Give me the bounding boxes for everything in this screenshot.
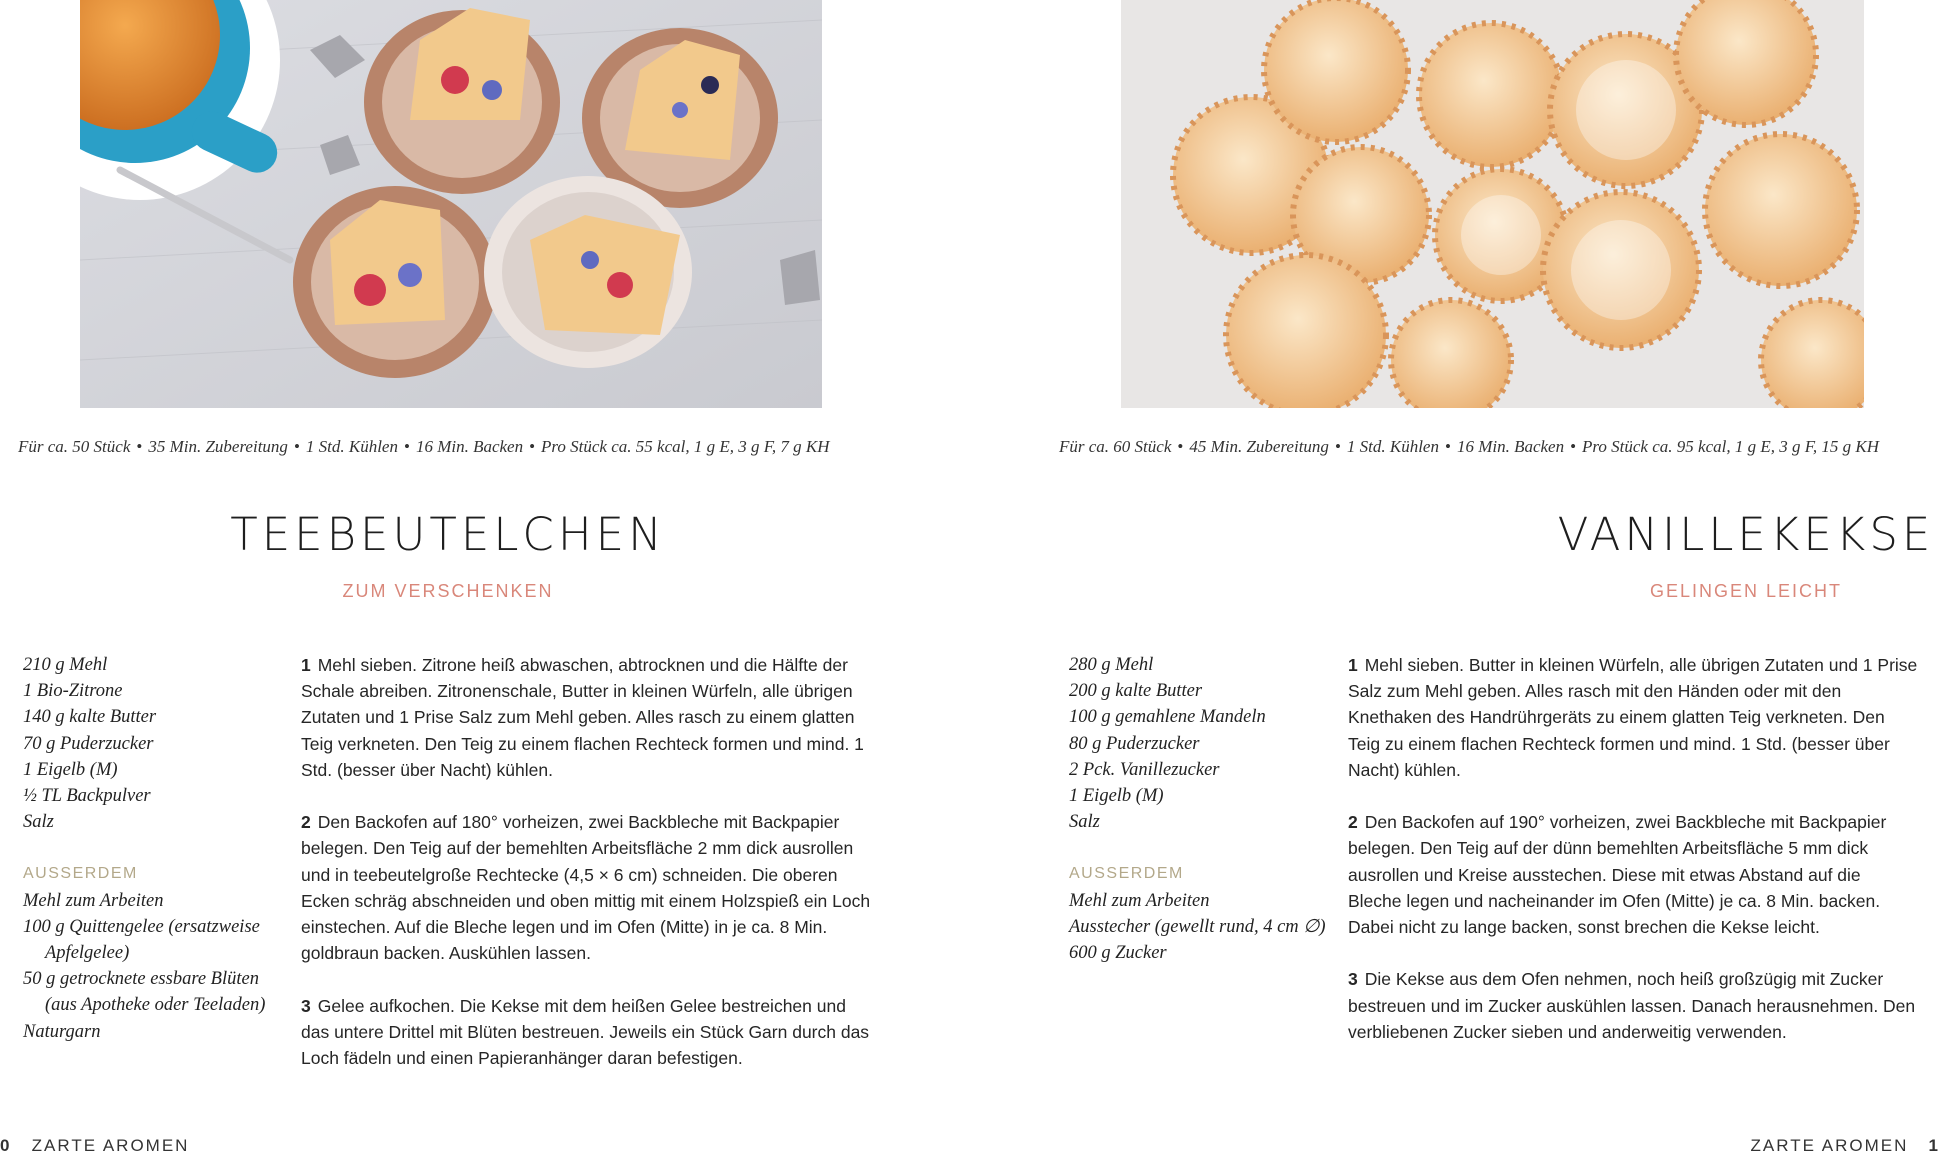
step-number: 1 — [1348, 655, 1358, 675]
meta-prep-time: 35 Min. Zubereitung — [148, 437, 288, 456]
step — [1348, 966, 1918, 1045]
page-footer — [0, 1136, 189, 1156]
step-number: 1 — [301, 655, 311, 675]
step-text: Den Backofen auf 180° vorheizen, zwei Backbleche mit Backpapier belegen. Den Teig auf der bemehlten Arbeitsfläche 2 mm dick ausrollen und in teebeutelgroße Rechtecke (4,5 × 6 cm) schneiden. Die oberen Ecken schräg abschneiden und oben mittig mit einem Holzspieß ein Loch einstechen. Auf die Bleche legen und im Ofen (Mitte) in je ca. 8 Min. goldbraun backen. Auskühlen lassen. — [301, 812, 871, 964]
method-steps — [301, 652, 871, 1097]
recipe-title: VANILLEKEKSE — [1557, 508, 1935, 561]
running-head: ZARTE AROMEN — [1750, 1136, 1909, 1155]
step — [1348, 809, 1918, 940]
recipe-meta: Für ca. 50 Stück • 35 Min. Zubereitung • 1 Std. Kühlen • 16 Min. Backen • Pro Stück ca. 55 kcal, 1 g E, 3 g F, 7 g KH — [18, 437, 830, 456]
ingredient-item: 280 g Mehl — [1069, 655, 1154, 675]
step-number: 2 — [1348, 812, 1358, 833]
meta-prep-time: 45 Min. Zubereitung — [1189, 437, 1329, 456]
ingredient-item: 1 Bio-Zitrone — [23, 681, 123, 702]
teebeutelchen-photo — [80, 0, 822, 408]
recipe-subtitle: ZUM VERSCHENKEN — [342, 581, 554, 601]
page-number: 1 — [1928, 1136, 1940, 1155]
meta-nutrition: Pro Stück ca. 95 kcal, 1 g E, 3 g F, 15 g KH — [1582, 437, 1880, 456]
recipe-subtitle: GELINGEN LEICHT — [1649, 581, 1843, 601]
right-page — [970, 0, 1940, 1176]
recipe-meta: Für ca. 60 Stück • 45 Min. Zubereitung • 1 Std. Kühlen • 16 Min. Backen • Pro Stück ca. 95 kcal, 1 g E, 3 g F, 15 g KH — [1059, 437, 1880, 456]
meta-nutrition: Pro Stück ca. 55 kcal, 1 g E, 3 g F, 7 g KH — [541, 437, 830, 456]
meta-yield: Für ca. 60 Stück — [1059, 437, 1172, 456]
step-number: 3 — [301, 995, 311, 1016]
extra-item: Mehl zum Arbeiten — [1069, 890, 1210, 911]
extras-heading: AUSSERDEM — [23, 865, 138, 883]
step — [1348, 652, 1918, 783]
ingredient-item: 1 Eigelb (M) — [23, 759, 118, 780]
step-number: 2 — [301, 812, 311, 833]
step-text: Mehl sieben. Butter in kleinen Würfeln, alle übrigen Zutaten und 1 Prise Salz zum Mehl geben. Alles rasch mit den Händen oder mit den Knethaken des Handrührgeräts zu einem glatten Teig verkneten. Den Teig zu einem flachen Rechteck formen und mind. 1 Std. (besser über Nacht) kühlen. — [1348, 655, 1918, 780]
teebeutelchen-photo-illustration — [80, 0, 822, 408]
ingredient-item: 70 g Puderzucker — [23, 733, 154, 754]
extra-item: Mehl zum Arbeiten — [23, 890, 164, 911]
ingredient-item: Salz — [23, 812, 54, 833]
method-steps — [1348, 652, 1918, 1071]
ingredient-list — [1069, 652, 1329, 966]
ingredient-item: 200 g kalte Butter — [1069, 681, 1203, 702]
ingredient-item: 140 g kalte Butter — [23, 707, 157, 728]
ingredient-item: 80 g Puderzucker — [1069, 733, 1200, 754]
vanillekekse-photo-illustration — [1121, 0, 1864, 408]
extras-heading: AUSSERDEM — [1069, 865, 1184, 883]
ingredient-item: 210 g Mehl — [23, 655, 108, 675]
ingredient-item: Salz — [1069, 812, 1100, 833]
ingredient-item: ½ TL Backpulver — [23, 786, 151, 807]
step-text: Den Backofen auf 190° vorheizen, zwei Backbleche mit Backpapier belegen. Den Teig auf der dünn bemehlten Arbeitsfläche 5 mm dick ausrollen und Kreise ausstechen. Diese mit etwas Abstand auf die Bleche legen und nacheinander im Ofen (Mitte) je ca. 8 Min. backen. Dabei nicht zu lange backen, sonst brechen die Kekse leicht. — [1348, 812, 1887, 938]
extra-item: 50 g getrocknete essbare Blüten (aus Apotheke oder Teeladen) — [23, 969, 266, 1016]
ingredient-list — [23, 652, 283, 1045]
step-number: 3 — [1348, 969, 1358, 990]
page-footer — [1751, 1136, 1940, 1156]
meta-bake-time: 16 Min. Backen — [415, 437, 524, 456]
ingredient-item: 2 Pck. Vanillezucker — [1069, 759, 1220, 780]
meta-chill-time: 1 Std. Kühlen — [1346, 437, 1439, 456]
step-text: Gelee aufkochen. Die Kekse mit dem heißen Gelee bestreichen und das untere Drittel mit Blüten bestreuen. Jeweils ein Stück Garn durch das Loch fädeln und einen Papieranhänger daran befestigen. — [301, 995, 870, 1069]
step-text: Mehl sieben. Zitrone heiß abwaschen, abtrocknen und die Hälfte der Schale abreiben. Zitronenschale, Butter in kleinen Würfeln, alle übrigen Zutaten und 1 Prise Salz zum Mehl geben. Alles rasch zu einem glatten Teig verkneten. Den Teig zu einem flachen Rechteck formen und mind. 1 Std. (besser über Nacht) kühlen. — [301, 655, 864, 780]
ingredient-item: 100 g gemahlene Mandeln — [1069, 707, 1266, 728]
recipe-title: TEEBEUTELCHEN — [230, 508, 666, 561]
meta-chill-time: 1 Std. Kühlen — [305, 437, 398, 456]
meta-bake-time: 16 Min. Backen — [1456, 437, 1565, 456]
page-number: 0 — [0, 1136, 12, 1155]
step — [301, 993, 871, 1072]
extra-item: 100 g Quittengelee (ersatzweise Apfelgelee) — [23, 916, 260, 964]
extra-item: 600 g Zucker — [1069, 943, 1167, 964]
meta-yield: Für ca. 50 Stück — [18, 437, 131, 456]
extra-item: Ausstecher (gewellt rund, 4 cm ∅) — [1069, 916, 1326, 937]
step — [301, 809, 871, 966]
ingredient-item: 1 Eigelb (M) — [1069, 786, 1164, 807]
extra-item: Naturgarn — [23, 1021, 101, 1042]
step — [301, 652, 871, 783]
running-head: ZARTE AROMEN — [31, 1136, 190, 1155]
step-text: Die Kekse aus dem Ofen nehmen, noch heiß großzügig mit Zucker bestreuen und im Zucker auskühlen lassen. Danach herausnehmen. Den verbliebenen Zucker sieben und anderweitig verwenden. — [1348, 969, 1916, 1042]
vanillekekse-photo — [1121, 0, 1864, 408]
